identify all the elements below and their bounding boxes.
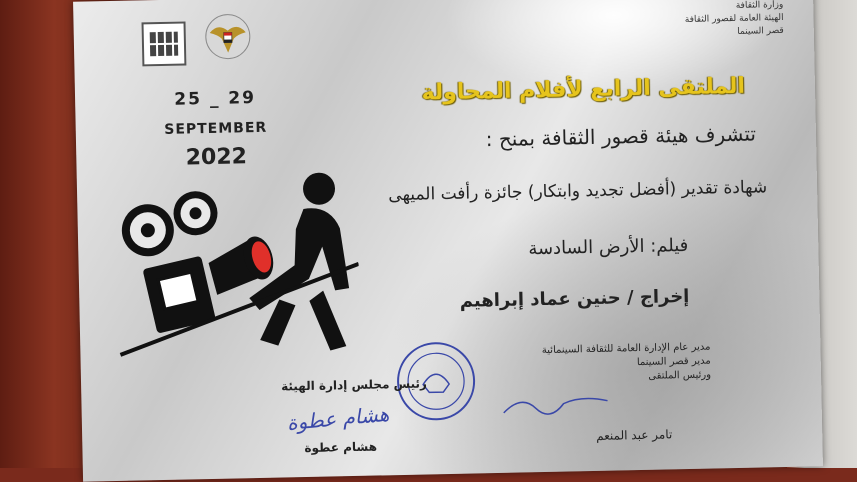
signer-title-left: رئيس مجلس إدارة الهيئة [281,376,428,394]
ministry-line: وزارة الثقافة [735,0,784,11]
ministry-header [684,0,783,40]
signer-title-line3: ورئيس الملتقى [648,369,712,382]
handwritten-signature-left: هشام عطوة [285,401,391,435]
culture-palaces-logo-icon [142,21,187,66]
festival-date [145,87,287,171]
signer-title-line2: مدير قصر السينما [636,355,711,369]
certificate-award-line: شهادة تقدير (أفضل تجديد وابتكار) جائزة رأفت الميهى [388,177,768,206]
signature-scribble-right [501,389,612,425]
date-year: 2022 [185,144,248,171]
signer-name-right: تامر عبد المنعم [596,427,673,443]
director-line: إخراج / حنين عماد إبراهيم [459,285,690,312]
eagle-emblem-icon [203,12,252,61]
date-month: SEPTEMBER [164,119,268,138]
authority-line: الهيئة العامة لقصور الثقافة [684,12,784,25]
film-camera-illustration-icon [107,168,361,373]
festival-title: الملتقى الرابع لأفلام المحاولة [421,73,746,106]
certificate [73,0,823,482]
honor-line: تتشرف هيئة قصور الثقافة بمنح : [485,121,757,152]
signer-name-left: هشام عطوة [304,439,378,456]
cinema-palace-line: قصر السينما [737,25,784,37]
film-title: فيلم: الأرض السادسة [528,234,689,260]
signer-title-line1: مدير عام الإدارة العامة للثقافة السينمائية [541,341,711,357]
date-days: 25 _ 29 [174,87,257,110]
signature-block-right [542,341,711,387]
